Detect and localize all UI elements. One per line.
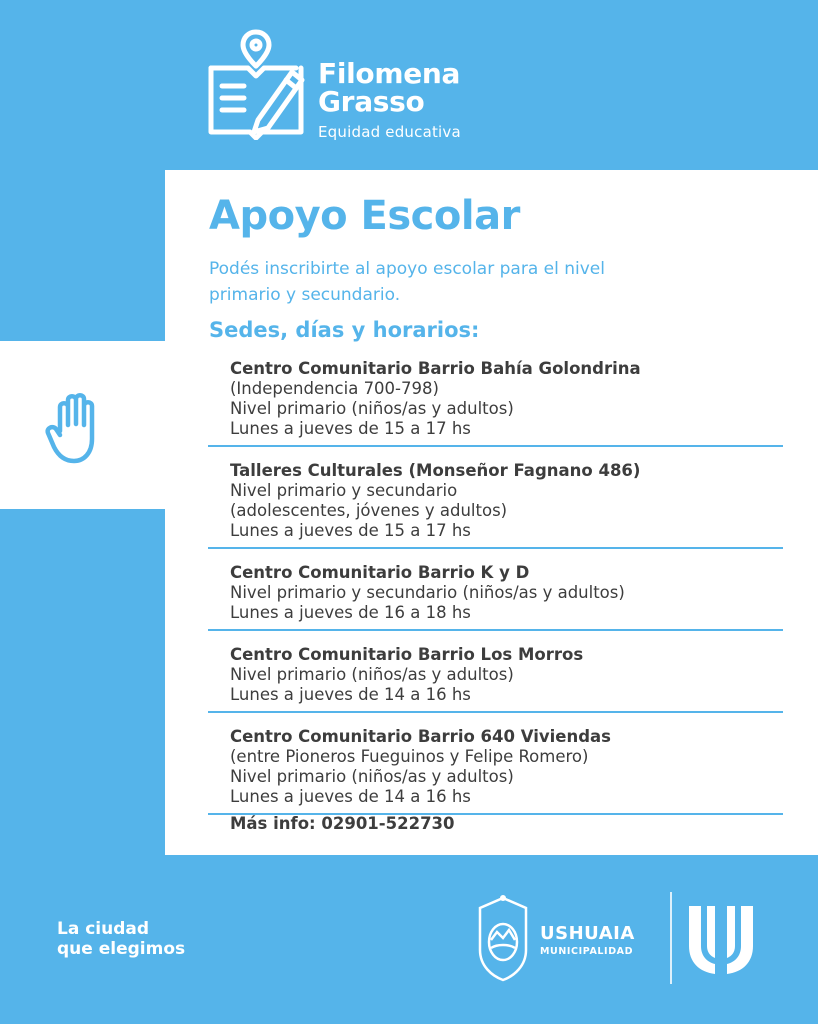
list-item bbox=[208, 727, 783, 815]
page-title: Apoyo Escolar bbox=[209, 193, 520, 239]
ushuaia-shield-icon bbox=[472, 892, 534, 984]
brand-logo bbox=[206, 28, 506, 146]
location-detail: Nivel primario y secundario bbox=[230, 481, 458, 500]
municipality-name: USHUAIA bbox=[540, 923, 635, 944]
location-detail: (Independencia 700-798) bbox=[230, 379, 439, 398]
slogan-line2: que elegimos bbox=[57, 939, 186, 959]
more-info-phone: Más info: 02901-522730 bbox=[230, 814, 455, 833]
list-item bbox=[208, 563, 783, 631]
municipality-logo bbox=[470, 890, 770, 986]
municipality-sub: MUNICIPALIDAD bbox=[540, 946, 634, 957]
location-schedule: Lunes a jueves de 15 a 17 hs bbox=[230, 521, 471, 540]
list-item bbox=[208, 645, 783, 713]
hand-icon bbox=[44, 391, 108, 465]
divider bbox=[670, 892, 672, 984]
municipality-text bbox=[540, 923, 635, 957]
u-logo-icon bbox=[685, 902, 757, 974]
location-detail: Nivel primario (niños/as y adultos) bbox=[230, 767, 514, 786]
location-detail: Nivel primario (niños/as y adultos) bbox=[230, 665, 514, 684]
location-detail: (adolescentes, jóvenes y adultos) bbox=[230, 501, 508, 520]
page-subtitle: Podés inscribirte al apoyo escolar para el nivel primario y secundario. bbox=[209, 259, 605, 305]
book-pencil-pin-icon bbox=[206, 28, 306, 140]
list-item bbox=[208, 461, 783, 549]
slogan-line1: La ciudad bbox=[57, 919, 150, 939]
location-schedule: Lunes a jueves de 16 a 18 hs bbox=[230, 603, 471, 622]
location-name: Centro Comunitario Barrio Los Morros bbox=[230, 645, 584, 664]
location-name: Centro Comunitario Barrio Bahía Golondrina bbox=[230, 359, 641, 378]
brand-name-line2: Grasso bbox=[318, 85, 425, 118]
section-title: Sedes, días y horarios: bbox=[209, 318, 480, 342]
location-detail: (entre Pioneros Fueguinos y Felipe Romero) bbox=[230, 747, 589, 766]
slogan bbox=[57, 919, 185, 959]
location-detail: Nivel primario (niños/as y adultos) bbox=[230, 399, 514, 418]
list-item bbox=[208, 359, 783, 447]
location-schedule: Lunes a jueves de 14 a 16 hs bbox=[230, 685, 471, 704]
location-detail: Nivel primario y secundario (niños/as y adultos) bbox=[230, 583, 625, 602]
content-card bbox=[165, 170, 818, 855]
location-name: Centro Comunitario Barrio K y D bbox=[230, 563, 530, 582]
locations-list bbox=[208, 359, 783, 829]
location-schedule: Lunes a jueves de 15 a 17 hs bbox=[230, 419, 471, 438]
brand-subtitle: Equidad educativa bbox=[318, 123, 461, 141]
location-schedule: Lunes a jueves de 14 a 16 hs bbox=[230, 787, 471, 806]
brand-name-line1: Filomena bbox=[318, 57, 461, 90]
brand-text bbox=[318, 57, 461, 141]
location-name: Talleres Culturales (Monseñor Fagnano 486) bbox=[230, 461, 641, 480]
location-name: Centro Comunitario Barrio 640 Viviendas bbox=[230, 727, 611, 746]
